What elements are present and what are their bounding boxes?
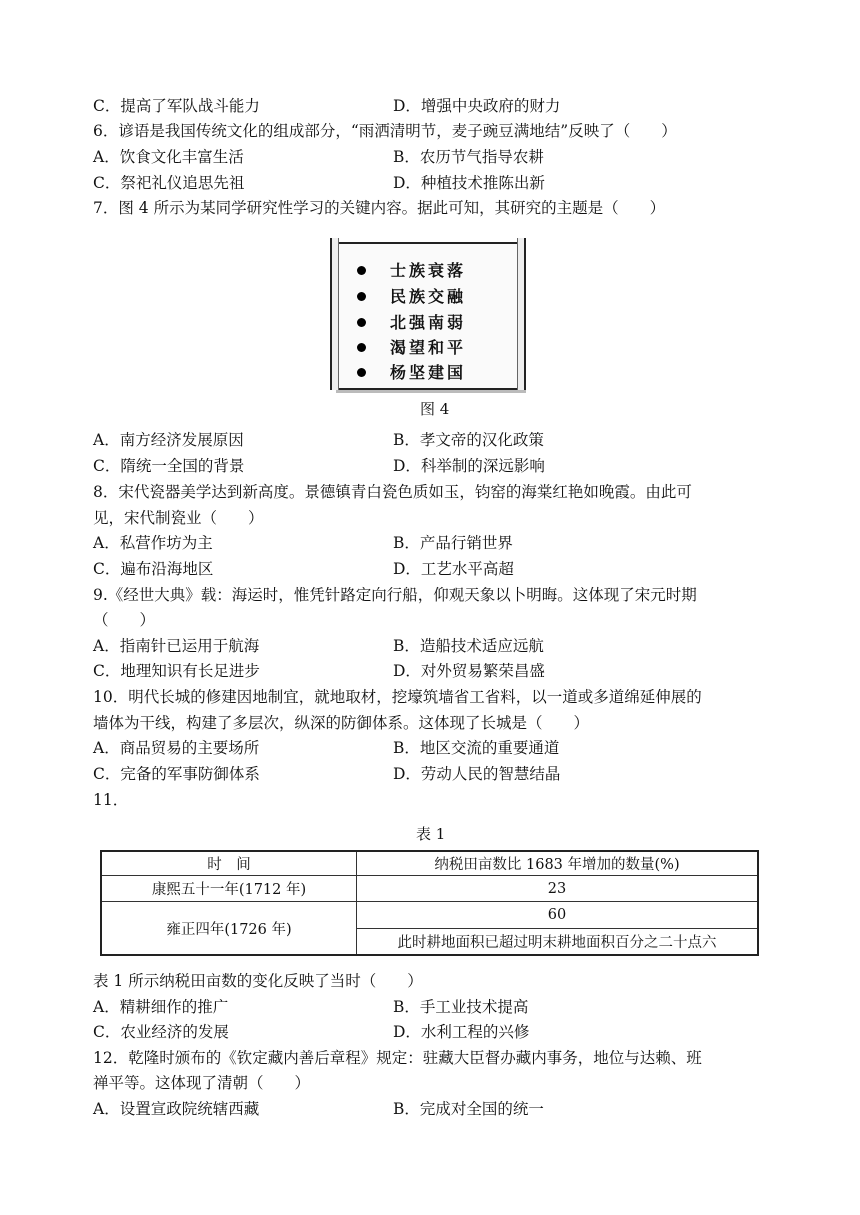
table-1-caption: 表 1: [416, 825, 446, 843]
q9-option-d: D．对外贸易繁荣昌盛: [393, 662, 545, 680]
figure-item-text: 民族交融: [390, 287, 467, 306]
q10-option-a: A．商品贸易的主要场所: [93, 739, 260, 757]
q12-stem-line1: 12．乾隆时颁布的《钦定藏内善后章程》规定：驻藏大臣督办藏内事务，地位与达赖、班: [93, 1049, 702, 1067]
q11-number: 11．: [93, 791, 129, 809]
q7-option-c: C．隋统一全国的背景: [93, 457, 245, 475]
q7-option-d: D．科举制的深远影响: [393, 457, 545, 475]
q11-option-a: A．精耕细作的推广: [93, 998, 229, 1016]
q10-option-d: D．劳动人民的智慧结晶: [393, 765, 561, 783]
q9-option-a: A．指南针已运用于航海: [93, 637, 260, 655]
q8-option-b: B．产品行销世界: [393, 534, 513, 552]
q11-option-d: D．水利工程的兴修: [393, 1023, 530, 1041]
figure-item: [357, 310, 466, 333]
q8-stem-line2: 见，宋代制瓷业（ ）: [93, 509, 264, 527]
figure-item: [357, 284, 466, 307]
q6-option-c: C．祭祀礼仪追思先祖: [93, 174, 245, 192]
q12-stem-line2: 禅平等。这体现了清朝（ ）: [93, 1074, 311, 1092]
q10-option-b: B．地区交流的重要通道: [393, 739, 560, 757]
bullet-icon: [357, 318, 366, 327]
figure-4-scroll: [330, 238, 526, 390]
scroll-rod-left: [330, 238, 339, 390]
table-1: [100, 850, 759, 956]
table-header-time: 时 间: [101, 851, 357, 875]
table-cell-value: 60: [357, 902, 759, 929]
q6-stem: 6．谚语是我国传统文化的组成部分，“雨洒清明节，麦子豌豆满地结”反映了（ ）: [93, 122, 677, 140]
q6-option-d: D．种植技术推陈出新: [393, 174, 545, 192]
figure-item: [357, 335, 466, 358]
q9-stem-line1: 9.《经世大典》载：海运时，惟凭针路定向行船，仰观天象以卜明晦。这体现了宋元时期: [93, 586, 697, 604]
q10-stem-line2: 墙体为干线，构建了多层次，纵深的防御体系。这体现了长城是（ ）: [93, 714, 590, 732]
table-header-value: 纳税田亩数比 1683 年增加的数量(%): [357, 851, 759, 875]
bullet-icon: [357, 292, 366, 301]
table-cell-time: 雍正四年(1726 年): [101, 902, 357, 955]
figure-item: [357, 258, 466, 281]
bullet-icon: [357, 343, 366, 352]
table-cell-value: 23: [357, 875, 759, 902]
q9-option-c: C．地理知识有长足进步: [93, 662, 260, 680]
q9-stem-line2: （ ）: [93, 611, 156, 629]
q12-option-b: B．完成对全国的统一: [393, 1100, 544, 1118]
figure-item-text: 渴望和平: [390, 338, 467, 357]
q5-option-c: C．提高了军队战斗能力: [93, 97, 260, 115]
table-cell-time: 康熙五十一年(1712 年): [101, 875, 357, 902]
scroll-paper: [333, 242, 523, 390]
bullet-icon: [357, 368, 366, 377]
q7-stem: 7．图 4 所示为某同学研究性学习的关键内容。据此可知，其研究的主题是（ ）: [93, 199, 666, 217]
q12-option-a: A．设置宣政院统辖西藏: [93, 1100, 260, 1118]
figure-4-caption: 图 4: [420, 400, 450, 418]
table-cell-note: 此时耕地面积已超过明末耕地面积百分之二十点六: [357, 928, 759, 955]
q6-option-b: B．农历节气指导农耕: [393, 148, 544, 166]
q6-option-a: A．饮食文化丰富生活: [93, 148, 244, 166]
q7-option-b: B．孝文帝的汉化政策: [393, 431, 544, 449]
q8-option-a: A．私营作坊为主: [93, 534, 213, 552]
bullet-icon: [357, 266, 366, 275]
q8-stem-line1: 8．宋代瓷器美学达到新高度。景德镇青白瓷色质如玉，钧窑的海棠红艳如晚霞。由此可: [93, 483, 692, 501]
figure-item-text: 士族衰落: [390, 261, 467, 280]
figure-item-text: 北强南弱: [390, 313, 467, 332]
q11-option-b: B．手工业技术提高: [393, 998, 529, 1016]
q9-option-b: B．造船技术适应远航: [393, 637, 544, 655]
scroll-rod-right: [517, 238, 526, 390]
figure-item-text: 杨坚建国: [390, 363, 467, 382]
q11-option-c: C．农业经济的发展: [93, 1023, 229, 1041]
q5-option-d: D．增强中央政府的财力: [393, 97, 561, 115]
figure-item: [357, 360, 466, 383]
q8-option-d: D．工艺水平高超: [393, 560, 514, 578]
q7-option-a: A．南方经济发展原因: [93, 431, 244, 449]
q11-stem: 表 1 所示纳税田亩数的变化反映了当时（ ）: [93, 972, 423, 990]
q8-option-c: C．遍布沿海地区: [93, 560, 214, 578]
q10-stem-line1: 10．明代长城的修建因地制宜，就地取材，挖壕筑墙省工省料，以一道或多道绵延伸展的: [93, 688, 702, 706]
q10-option-c: C．完备的军事防御体系: [93, 765, 260, 783]
